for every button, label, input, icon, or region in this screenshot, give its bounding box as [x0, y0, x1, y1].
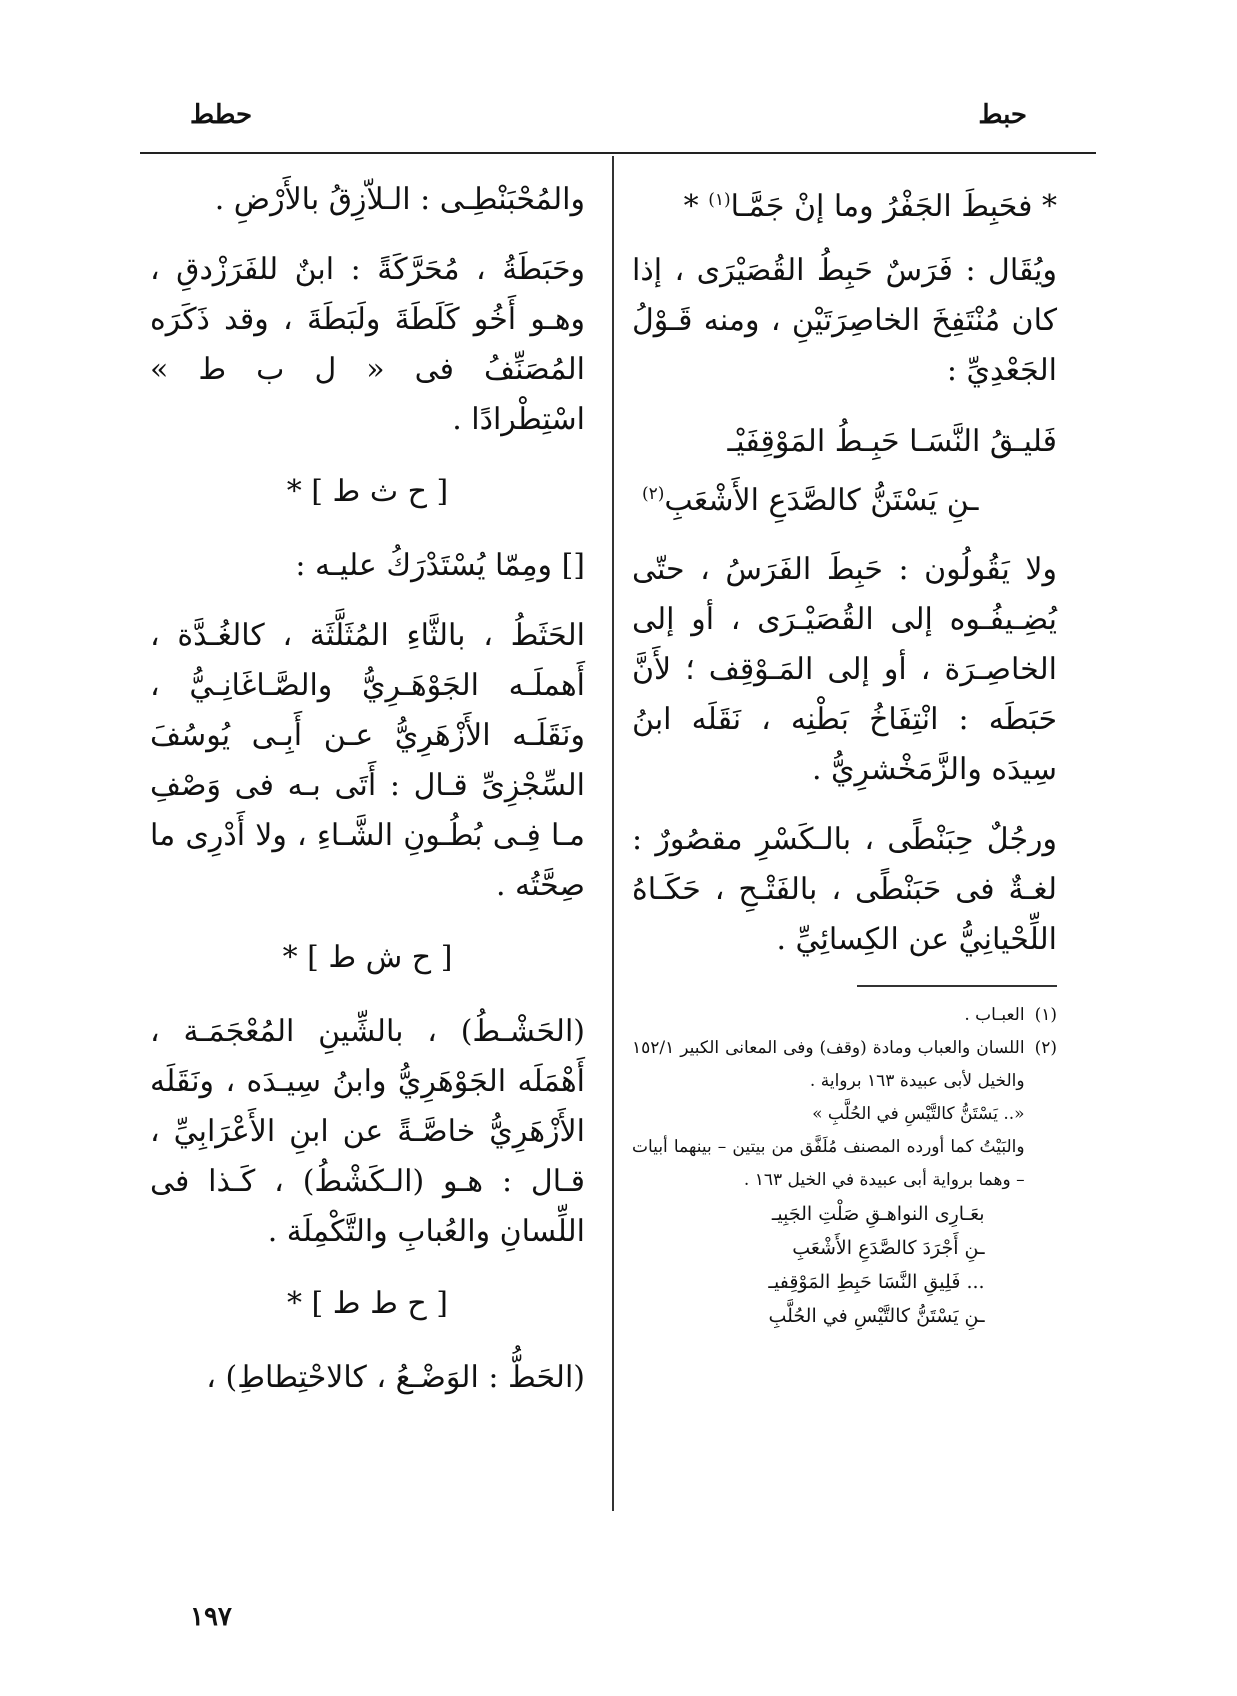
footnote-rule: [857, 985, 1057, 987]
entry-paragraph: (الحَشْـطُ) ، بالشِّينِ المُعْجَمَـة ، أَهْمَلَه الجَوْهَرِيُّ وابنُ سِيـدَه ، ونَقَلَه الأَزْهَرِيُّ خاصَّـةً عن ابنِ الأَعْرَابِيِّ ، قـال : هـو (الـكَشْطُ) ، كَـذا فى اللِّسانِ والعُبابِ والتَّكْمِلَة .: [150, 1014, 585, 1249]
footnote-text: العبـاب .: [964, 1004, 1025, 1025]
footnote-verse-line: ... فَلِيقِ النَّسَا حَبِطِ المَوْقِفيـ: [768, 1270, 985, 1293]
footnotes: [632, 999, 1057, 1333]
footnote-verse-line: ـنِ يَسْتَنُّ كالتَّيْسِ في الحُلَّبِ: [768, 1304, 985, 1327]
entry-paragraph: الحَثَطُ ، بالثَّاءِ المُثَلَّثَة ، كالغُـدَّة ، أَهملَـه الجَوْهَـرِيُّ والصَّـاغَانِـيُّ ، ونَقَلَـه الأَزْهَرِيُّ عـن أَبِـى يُوسُفَ السِّجْزِىِّ قـال : أَتَى بـه فى وَصْفِ مـا فِـى بُطُـونِ الشَّـاءِ ، ولا أَدْرِى ما صِحَّتُه .: [150, 618, 585, 903]
footnote-body: [632, 1032, 1025, 1333]
footnote-verse-line: بعَـارِى النواهـقِ صَلْتِ الجَبِيـ: [771, 1202, 985, 1225]
verse-fragment-end: *: [683, 189, 709, 224]
footnote-number: (٢): [1034, 1037, 1057, 1058]
left-column: [150, 175, 585, 1423]
footnote-number: (١): [1034, 1004, 1057, 1025]
root-heading: [ ح ط ط ] *: [287, 1286, 448, 1321]
verse-hemistich-1: فَليـقُ النَّسَـا حَبِـطُ المَوْقِفَيْـ: [727, 424, 1057, 459]
footnote-text: اللسان والعباب ومادة (وقف) وفى المعانى الكبير ١٥٢/١ والخيل لأبى عبيدة ١٦٣ برواية .: [632, 1037, 1025, 1091]
verse-fragment-text: * فحَبِطَ الجَفْرُ وما إنْ جَمَّـا: [730, 189, 1057, 224]
footnote-2: [632, 1032, 1057, 1333]
poem-verse: [632, 416, 1057, 527]
footnote-ref-1: (١): [708, 190, 731, 210]
running-head-right: حبط: [978, 100, 1027, 130]
right-column: [632, 175, 1057, 1333]
footnote-text: والبَيْتُ كما أورده المصنف مُلَفَّق من بيتين – بينهما أبيات – وهما برواية أبى عبيدة في الخيل ١٦٣ .: [632, 1136, 1025, 1190]
column-divider: [612, 156, 614, 1511]
verse-fragment: [632, 175, 1057, 232]
entry-paragraph: والمُحْبَنْطِـى : الـلاّزِقُ بالأَرْضِ .: [214, 182, 585, 217]
entry-paragraph: (الحَطُّ : الوَضْـعُ ، كالاحْتِطاطِ) ،: [206, 1360, 585, 1395]
root-heading: [ ح ث ط ] *: [286, 474, 449, 509]
entry-paragraph: ولا يَقُولُون : حَبِطَ الفَرَسُ ، حتّى يُضِـيفُـوه إلى القُصَيْـرَى ، أو إلى الخاصِـرَة ، أو إلى المَـوْقِف ؛ لأَنَّ حَبَطَه : انْتِفَاخُ بَطْنِه ، نَقَلَه ابنُ سِيدَه والزَّمَخْشرِيُّ .: [632, 552, 1057, 787]
header-rule: [140, 152, 1096, 154]
footnote-quote: «.. يَسْتَنُّ كالتَّيْسِ في الحُلَّبِ »: [812, 1103, 1025, 1124]
footnote-verse-line: ـنِ أَجْرَدَ كالصَّدَعِ الأَشْعَبِ: [792, 1236, 985, 1259]
verse-hemistich-2: [632, 468, 1057, 527]
entry-paragraph: [] ومِمّا يُسْتَدْرَكُ عليـه :: [295, 548, 585, 583]
running-head-left: حطط: [190, 100, 253, 130]
footnote-ref-2: (٢): [642, 484, 665, 504]
footnote-1: [632, 999, 1057, 1032]
verse-hemistich-2-text: ـنِ يَسْتَنُّ كالصَّدَعِ الأَشْعَبِ: [664, 483, 979, 518]
root-heading: [ ح ش ط ] *: [282, 940, 453, 975]
entry-paragraph: ويُقَال : فَرَسٌ حَبِطُ القُصَيْرَى ، إذا كان مُنْتَفِخَ الخاصِرَتَيْنِ ، ومنه قَـوْلُ الجَعْدِيِّ :: [632, 253, 1057, 388]
entry-paragraph: ورجُلٌ حِبَنْطًى ، بالـكَسْرِ مقصُورٌ : لغـةٌ فى حَبَنْطًى ، بالفَتْـحِ ، حَكَـاهُ اللِّحْيانِيُّ عن الكِسائِيِّ .: [632, 822, 1057, 957]
page-number: ١٩٧: [190, 1602, 232, 1632]
entry-paragraph: وحَبَطَةُ ، مُحَرَّكَةً : ابنٌ للفَرَزْدقِ ، وهـو أَخُو كَلَطَةَ ولَبَطَةَ ، وقد ذَكَرَه المُصَنِّفُ فى « ل ب ط » اسْتِطْرادًا .: [150, 252, 585, 437]
